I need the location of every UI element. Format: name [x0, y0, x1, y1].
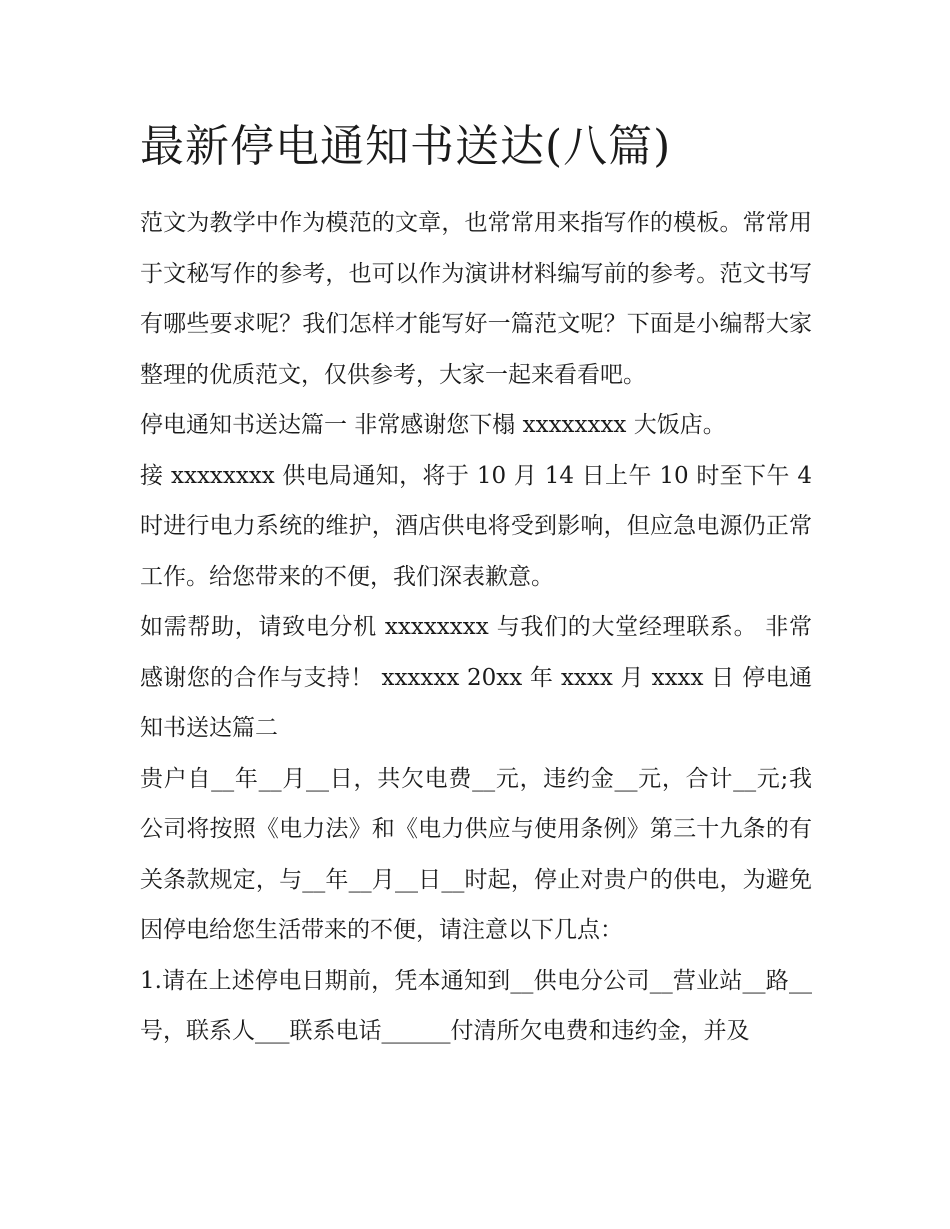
section-one-heading-paragraph: 停电通知书送达篇一 非常感谢您下榻 xxxxxxxx 大饭店。 [140, 412, 726, 438]
intro-paragraph: 范文为教学中作为模范的文章，也常常用来指写作的模板。常常用于文秘写作的参考，也可以作为演讲材料编写前的参考。范文书写有哪些要求呢？我们怎样才能写好一篇范文呢？下面是小编帮大家整理的优质范文，仅供参考，大家一起来看看吧。 [140, 210, 812, 388]
document-title: 最新停电通知书送达(八篇) [140, 121, 672, 172]
arrears-notice-paragraph: 贵户自__年__月__日，共欠电费__元，违约金__元，合计__元;我公司将按照《电力法》和《电力供应与使用条例》第三十九条的有关条款规定，与__年__月__日__时起，停止对贵户的供电，为避免因停电给您生活带来的不便，请注意以下几点： [140, 765, 812, 943]
contact-paragraph: 如需帮助，请致电分机 xxxxxxxx 与我们的大堂经理联系。 非常感谢您的合作与支持！ xxxxxx 20xx 年 xxxx 月 xxxx 日 停电通知书送达篇二 [140, 614, 812, 741]
instruction-item-1: 1.请在上述停电日期前，凭本通知到__供电分公司__营业站__路__号，联系人___联系电话______付清所欠电费和违约金，并及 [140, 967, 812, 1044]
document-page [140, 118, 812, 1057]
maintenance-notice-paragraph: 接 xxxxxxxx 供电局通知，将于 10 月 14 日上午 10 时至下午 4 时进行电力系统的维护，酒店供电将受到影响，但应急电源仍正常工作。给您带来的不便，我们深表歉意。 [140, 462, 812, 590]
